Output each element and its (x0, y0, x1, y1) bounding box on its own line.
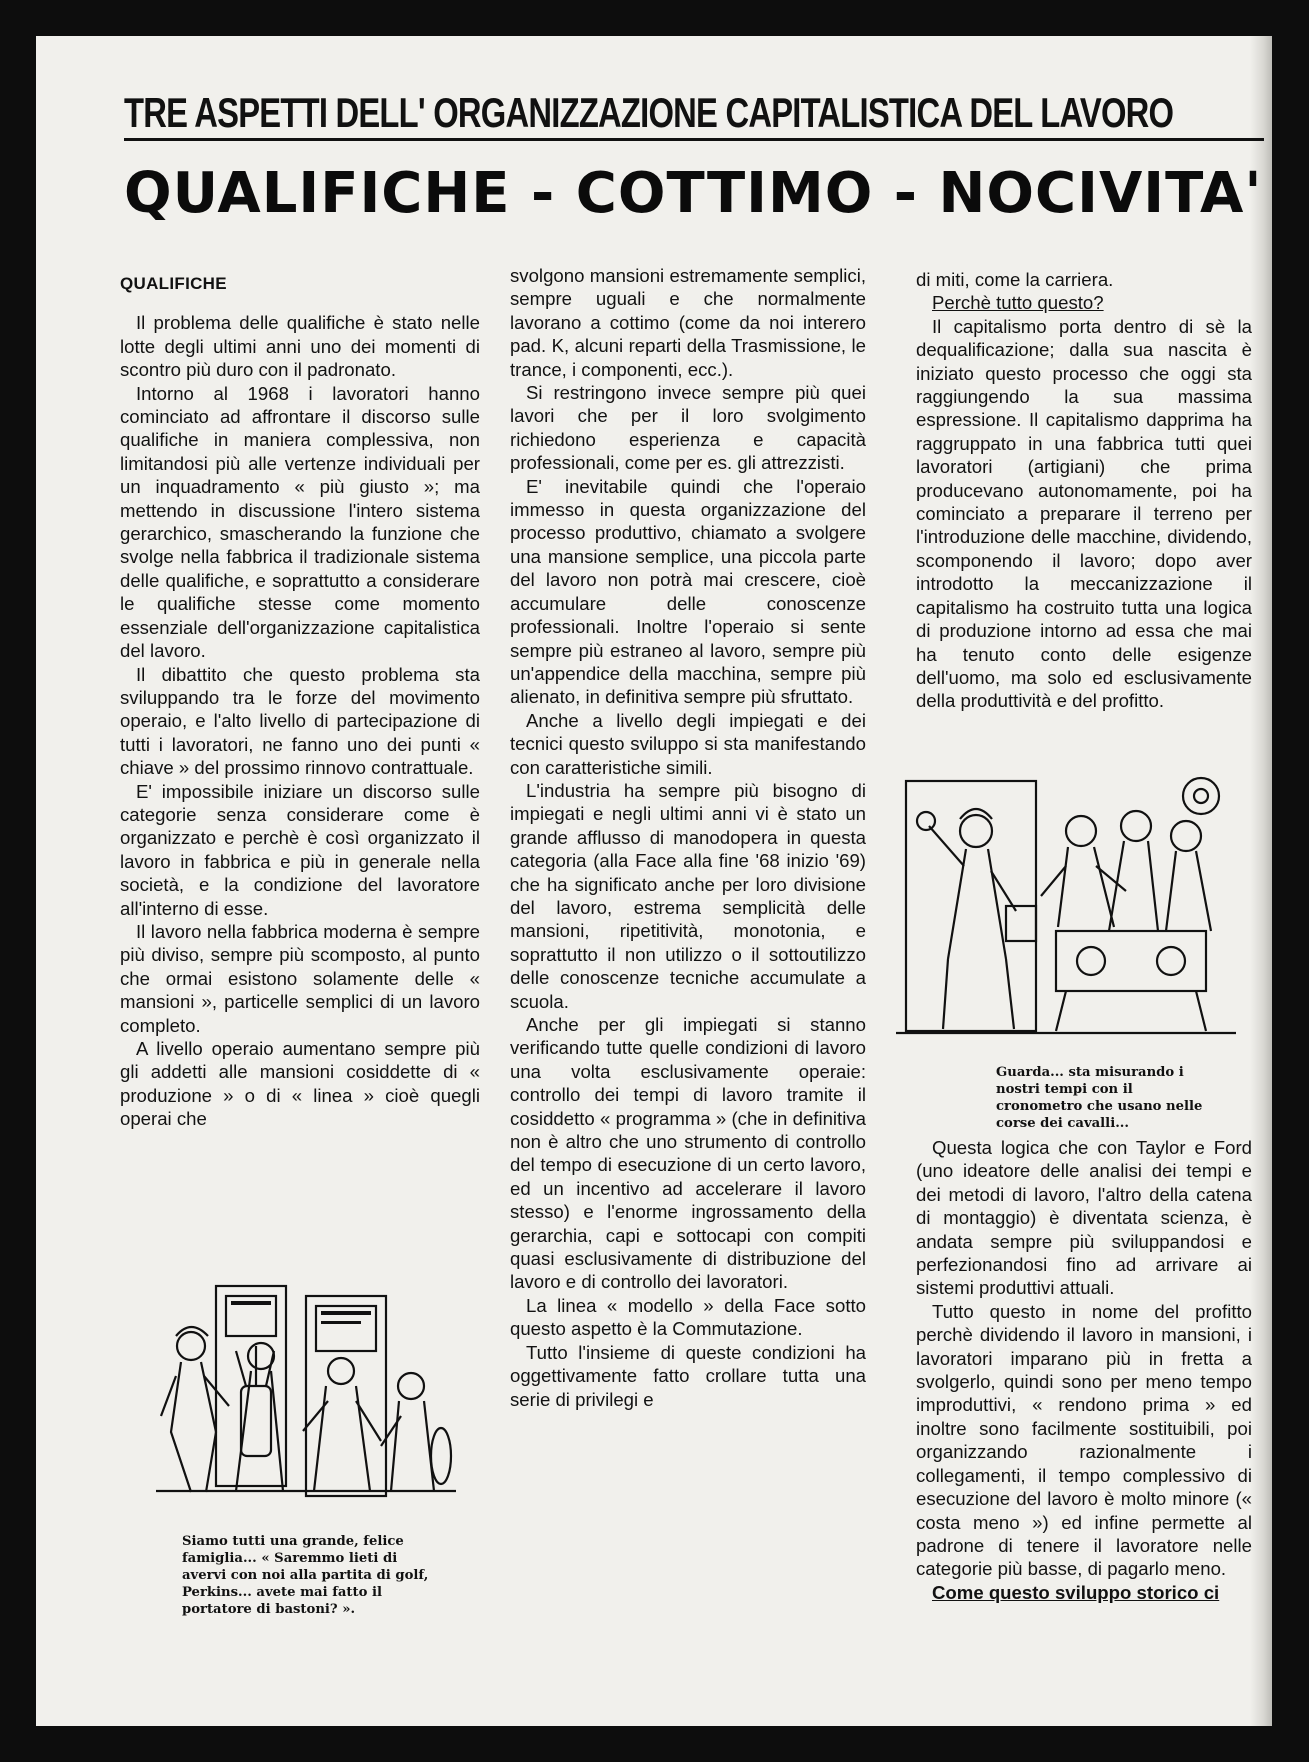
column-2 (510, 264, 866, 1411)
paragraph: E' impossibile iniziare un discorso sulle categorie senza considerare come è organizzato e perchè è così organizzato il lavoro in fabbrica e più in generale nella società, e la condizione del lavoratore all'interno di esse. (120, 780, 480, 919)
paragraph: Anche a livello degli impiegati e dei tecnici questo sviluppo si sta manifestando con caratteristiche simili. (510, 709, 866, 778)
kicker-title: TRE ASPETTI DELL' ORGANIZZAZIONE CAPITALISTICA DEL LAVORO (124, 89, 1174, 136)
paragraph: Si restringono invece sempre più quei lavori che per il loro svolgimento richiedono esperienza e capacità professionali, come per es. gli attrezzisti. (510, 382, 866, 474)
headline: QUALIFICHE - COTTIMO - NOCIVITA' (124, 161, 1263, 226)
caption-left: Siamo tutti una grande, felice famiglia... « Saremmo lieti di avervi con noi alla partita di golf, Perkins... avete mai fatto il portatore di bastoni? ». (182, 1534, 429, 1617)
paragraph: A livello operaio aumentano sempre più gli addetti alle mansioni cosiddette di « produzione » o di « linea » cioè quegli operai che (120, 1038, 480, 1130)
magazine-page (36, 36, 1272, 1726)
cartoon-office-illustration (156, 1276, 456, 1531)
title-rule (124, 138, 1264, 141)
caption-right: Guarda... sta misurando i nostri tempi con il cronometro che usano nelle corse dei cavalli... (996, 1065, 1203, 1131)
column-3-bottom (916, 1136, 1252, 1604)
paragraph: Il lavoro nella fabbrica moderna è sempre più diviso, sempre più scomposto, al punto che ormai esistono solamente delle « mansioni », particelle semplici di un lavoro completo. (120, 920, 480, 1036)
cartoon-stopwatch-illustration (896, 771, 1236, 1061)
paragraph: svolgono mansioni estremamente semplici, sempre uguali e che normalmente lavorano a cottimo (come da noi interero pad. K, alcuni reparti della Trasmissione, le trance, i componenti, ecc.). (510, 265, 866, 380)
paragraph: E' inevitabile quindi che l'operaio immesso in questa organizzazione del processo produttivo, chiamato a svolgere una mansione semplice, una piccola parte del lavoro non potrà mai crescere, cioè accumulare delle conoscenze professionali. Inoltre l'operaio si sente sempre più estraneo al lavoro, sempre più un'appendice della macchina, sempre più alienato, in definitiva sempre più sfruttato. (510, 475, 866, 708)
paragraph: Il problema delle qualifiche è stato nelle lotte degli ultimi anni uno dei momenti di scontro più duro con il padronato. (120, 312, 480, 381)
paragraph: Tutto l'insieme di queste condizioni ha oggettivamente fatto crollare tutta una serie di privilegi e (510, 1341, 866, 1410)
paragraph: La linea « modello » della Face sotto questo aspetto è la Commutazione. (510, 1294, 866, 1340)
paragraph: Anche per gli impiegati si stanno verificando tutte quelle condizioni di lavoro una volta esclusivamente operaie: controllo dei tempi di lavoro tramite il cosiddetto « programma » (che in definitiva non è altro che uno strumento di controllo del tempo di esecuzione di un certo lavoro, ed un incentivo ad accelerare il lavoro stesso) e l'enorme ingrossamento della gerarchia, capi e sottocapi con compiti quasi esclusivamente di distribuzione del lavoro e di controllo dei lavoratori. (510, 1014, 866, 1293)
column-1 (120, 264, 480, 1131)
paragraph: Questa logica che con Taylor e Ford (uno ideatore delle analisi dei tempi e dei metodi di lavoro, l'altro della catena di montaggio) è diventata scienza, è andata sempre più sviluppandosi e perfezionandosi fino ad arrivare ai sistemi produttivi attuali. (916, 1137, 1252, 1299)
page-spine (1250, 36, 1272, 1726)
paragraph: Il capitalismo porta dentro di sè la dequalificazione; dalla sua nascita è iniziato questo processo che oggi sta raggiungendo la sua massima espressione. Il capitalismo dapprima ha raggruppato in una fabbrica tutti quei lavoratori (artigiani) che prima producevano autonomamente, poi ha cominciato a preparare il terreno per l'introduzione delle macchine, dividendo, scomponendo il lavoro; dopo aver introdotto la meccanizzazione il capitalismo ha costruito tutta una logica di produzione intorno ad essa che mai ha tenuto conto delle esigenze dell'uomo, ma solo ed esclusivamente della produttività e del profitto. (916, 315, 1252, 712)
paragraph: Tutto questo in nome del profitto perchè dividendo il lavoro in mansioni, i lavoratori imparano più in fretta a svolgerlo, quindi sono per meno tempo improduttivi, « rendono prima » ed inoltre sono facilmente sostituibili, poi organizzando razionalmente i collegamenti, il tempo complessivo di esecuzione del lavoro è molto minore (« costa meno ») ed infine permette al padrone di tenere il lavoratore nelle categorie più basse, di pagarlo meno. (916, 1300, 1252, 1580)
paragraph: di miti, come la carriera. (916, 269, 1114, 290)
column-3-top (916, 268, 1252, 713)
continued-line: Come questo sviluppo storico ci (932, 1581, 1220, 1603)
section-title: QUALIFICHE (120, 274, 227, 293)
paragraph: L'industria ha sempre più bisogno di impiegati e negli ultimi anni vi è stato un grande afflusso di manodopera in questa categoria (alla Face alla fine '68 inizio '69) che ha significato anche per loro divisione del lavoro, estrema semplicità delle mansioni, ripetitività, monotonia, e soprattutto il non utilizzo o il sottoutilizzo delle conoscenze tecniche accumulate a scuola. (510, 779, 866, 1012)
paragraph: Intorno al 1968 i lavoratori hanno cominciato ad affrontare il discorso sulle qualifiche in maniera complessiva, non limitandosi più alle vertenze individuali per un inquadramento « più giusto »; ma mettendo in discussione l'intero sistema gerarchico, smascherando la funzione che svolge nella fabbrica il tradizionale sistema delle qualifiche, e soprattutto a considerare le qualifiche stesse come momento essenziale dell'organizzazione capitalistica del lavoro. (120, 382, 480, 662)
subheading: Perchè tutto questo? (932, 292, 1104, 314)
paragraph: Il dibattito che questo problema sta sviluppando tra le forze del movimento operaio, e l'alto livello di partecipazione di tutti i lavoratori, ne fanno uno dei punti « chiave » del prossimo rinnovo contrattuale. (120, 663, 480, 779)
